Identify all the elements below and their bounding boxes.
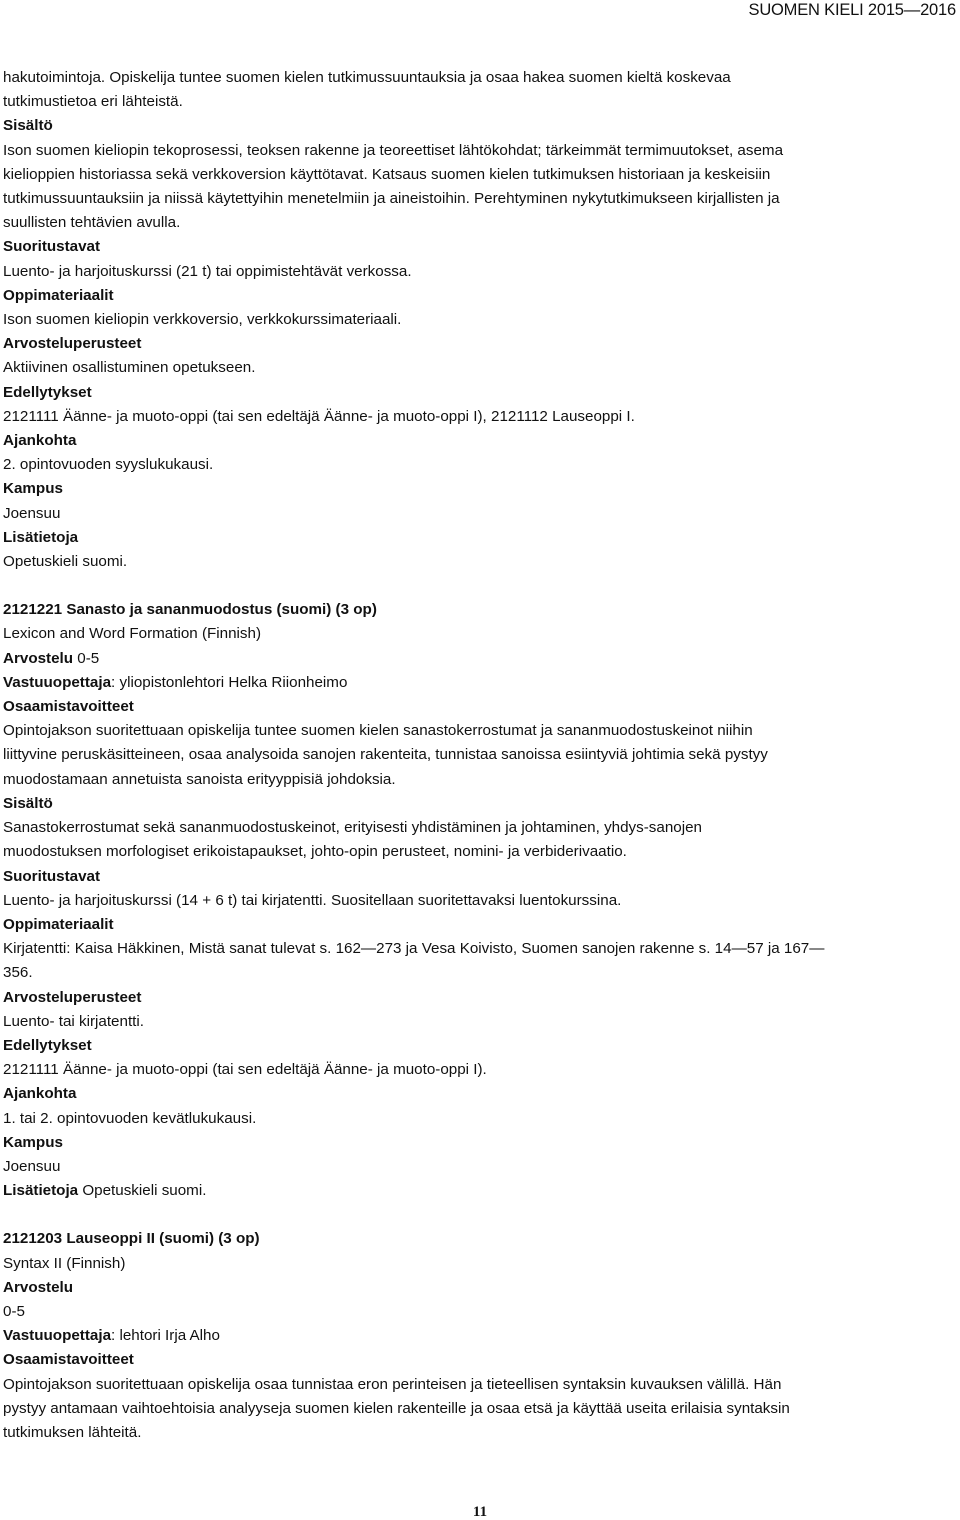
section-gap (3, 574, 955, 598)
section-heading-kampus: Kampus (3, 1133, 63, 1151)
arvostelu-label: Arvostelu (3, 649, 74, 667)
section-heading-ajankohta: Ajankohta (3, 432, 77, 450)
sisalto-line: kielioppien historiassa sekä verkkoversion käyttötavat. Katsaus suomen kielen tutkimuksen historiaan ja keskeisiin (3, 165, 771, 183)
section-heading-kampus: Kampus (3, 480, 63, 498)
ajankohta-text: 2. opintovuoden syyslukukausi. (3, 456, 214, 474)
edellytykset-text: 2121111 Äänne- ja muoto-oppi (tai sen edeltäjä Äänne- ja muoto-oppi I). (3, 1061, 487, 1079)
sisalto-line: tutkimussuuntauksiin ja niissä käytettyihin menetelmiin ja aineistoihin. Perehtyminen nykytutkimukseen kirjallisten ja (3, 190, 780, 208)
section-heading-ajankohta: Ajankohta (3, 1085, 77, 1103)
course-title: 2121221 Sanasto ja sananmuodostus (suomi) (3 op) (3, 601, 377, 619)
section-heading-arvosteluperusteet: Arvosteluperusteet (3, 335, 142, 353)
course-title: 2121203 Lauseoppi II (suomi) (3 op) (3, 1230, 260, 1248)
ajankohta-text: 1. tai 2. opintovuoden kevätlukukausi. (3, 1109, 257, 1127)
osaamistavoitteet-line: pystyy antamaan vaihtoehtoisia analyyseja suomen kielen rakenteille ja osaa etsä ja käyttää useita erilaisia syntaksin (3, 1399, 790, 1417)
page-content (3, 66, 955, 1445)
arvostelu-value: 0-5 (73, 649, 100, 667)
suoritustavat-text: Luento- ja harjoituskurssi (14 + 6 t) tai kirjatentti. Suositellaan suoritettavaksi luentokurssina. (3, 891, 622, 909)
osaamistavoitteet-line: Opintojakson suoritettuaan opiskelija tuntee suomen kielen sanastokerrostumat ja sananmuodostuskeinot niihin (3, 722, 753, 740)
lisatietoja-text: Opetuskieli suomi. (3, 553, 128, 571)
running-header-title: SUOMEN KIELI 2015—2016 (748, 1, 956, 19)
vastuuopettaja-value: : yliopistonlehtori Helka Riionheimo (111, 673, 348, 691)
course-english-title: Syntax II (Finnish) (3, 1254, 126, 1272)
section-heading-lisatietoja: Lisätietoja (3, 528, 79, 546)
vastuuopettaja-label: Vastuuopettaja (3, 673, 112, 691)
oppimateriaalit-text: Ison suomen kieliopin verkkoversio, verkkokurssimateriaali. (3, 311, 402, 329)
vastuuopettaja-value: : lehtori Irja Alho (111, 1327, 220, 1345)
sisalto-line: suullisten tehtävien avulla. (3, 214, 181, 232)
lisatietoja-label: Lisätietoja (3, 1182, 79, 1200)
kampus-text: Joensuu (3, 1157, 61, 1175)
intro-text-line: tutkimustietoa eri lähteistä. (3, 93, 183, 111)
section-heading-osaamistavoitteet: Osaamistavoitteet (3, 698, 134, 716)
vastuuopettaja-row (3, 671, 955, 695)
osaamistavoitteet-line: muodostamaan annetuista sanoista erityyppisiä johdoksia. (3, 770, 396, 788)
section-heading-sisalto: Sisältö (3, 794, 53, 812)
section-heading-suoritustavat: Suoritustavat (3, 867, 101, 885)
arvosteluperusteet-text: Aktiivinen osallistuminen opetukseen. (3, 359, 256, 377)
section-heading-edellytykset: Edellytykset (3, 1036, 92, 1054)
page-number: 11 (472, 1504, 488, 1520)
section-heading-osaamistavoitteet: Osaamistavoitteet (3, 1351, 134, 1369)
vastuuopettaja-row (3, 1324, 955, 1348)
sisalto-line: Sanastokerrostumat sekä sananmuodostuskeinot, erityisesti yhdistäminen ja johtaminen, yhdys-sanojen (3, 819, 702, 837)
section-heading-arvostelu: Arvostelu (3, 1278, 74, 1296)
vastuuopettaja-label: Vastuuopettaja (3, 1327, 112, 1345)
intro-text-line: hakutoimintoja. Opiskelija tuntee suomen kielen tutkimussuuntauksia ja osaa hakea suomen kieltä koskevaa (3, 69, 731, 86)
suoritustavat-text: Luento- ja harjoituskurssi (21 t) tai oppimistehtävät verkossa. (3, 262, 412, 280)
sisalto-line: Ison suomen kieliopin tekoprosessi, teoksen rakenne ja teoreettiset lähtökohdat; tärkeimmät termimuutokset, asema (3, 141, 784, 159)
course-english-title: Lexicon and Word Formation (Finnish) (3, 625, 262, 643)
section-heading-sisalto: Sisältö (3, 117, 53, 135)
lisatietoja-row (3, 1179, 955, 1203)
sisalto-line: muodostuksen morfologiset erikoistapaukset, johto-opin perusteet, nomini- ja verbiderivaatio. (3, 843, 627, 861)
section-heading-arvosteluperusteet: Arvosteluperusteet (3, 988, 142, 1006)
section-heading-suoritustavat: Suoritustavat (3, 238, 101, 256)
section-gap (3, 1203, 955, 1227)
section-heading-edellytykset: Edellytykset (3, 383, 92, 401)
lisatietoja-value: Opetuskieli suomi. (78, 1182, 207, 1200)
osaamistavoitteet-line: Opintojakson suoritettuaan opiskelija osaa tunnistaa eron perinteisen ja tieteellisen syntaksin kuvauksen välillä. Hän (3, 1375, 782, 1393)
osaamistavoitteet-line: tutkimuksen lähteitä. (3, 1423, 142, 1441)
osaamistavoitteet-line: liittyvine peruskäsitteineen, osaa analysoida sanojen rakenteita, tunnistaa sanoissa esiintyviä johtimia sekä pystyy (3, 746, 768, 764)
kampus-text: Joensuu (3, 504, 61, 522)
oppimateriaalit-line: Kirjatentti: Kaisa Häkkinen, Mistä sanat tulevat s. 162—273 ja Vesa Koivisto, Suomen sanojen rakenne s. 14—57 ja 167— (3, 940, 825, 958)
arvostelu-value: 0-5 (3, 1302, 25, 1320)
arvostelu-row (3, 647, 955, 671)
section-heading-oppimateriaalit: Oppimateriaalit (3, 915, 114, 933)
oppimateriaalit-line: 356. (3, 964, 33, 982)
section-heading-oppimateriaalit: Oppimateriaalit (3, 286, 114, 304)
arvosteluperusteet-text: Luento- tai kirjatentti. (3, 1012, 144, 1030)
edellytykset-text: 2121111 Äänne- ja muoto-oppi (tai sen edeltäjä Äänne- ja muoto-oppi I), 2121112 Lauseoppi I. (3, 407, 635, 425)
